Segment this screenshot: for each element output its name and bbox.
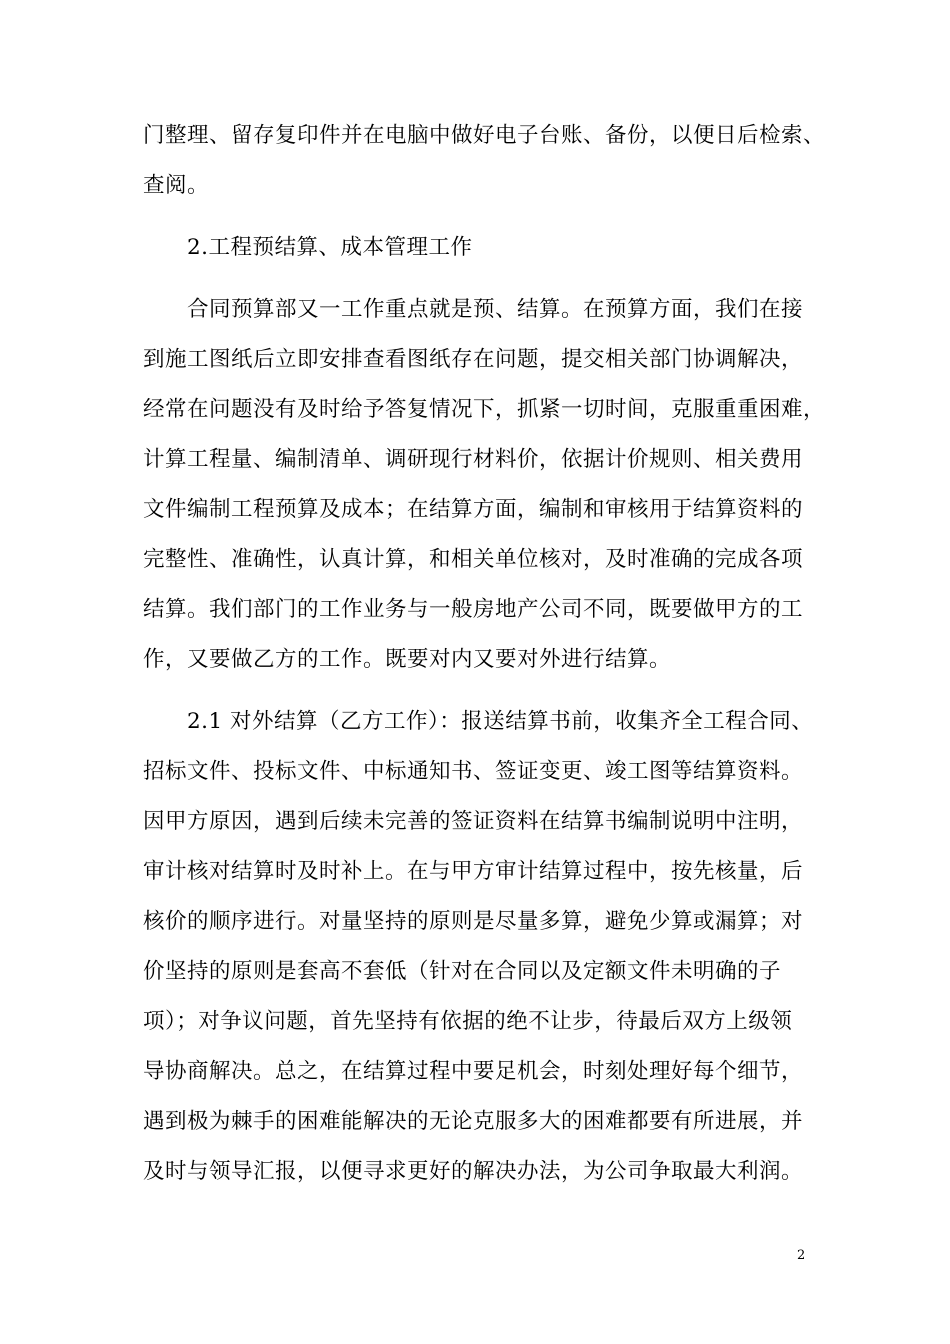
text-line: 核价的顺序进行。对量坚持的原则是尽量多算，避免少算或漏算；对 [143,909,804,934]
text-line: 审计核对结算时及时补上。在与甲方审计结算过程中，按先核量，后 [143,859,804,884]
text-line: 因甲方原因，遇到后续未完善的签证资料在结算书编制说明中注明， [143,809,804,834]
section-heading: 2.工程预结算、成本管理工作 [187,235,473,260]
text-line: 2.1 对外结算（乙方工作）：报送结算书前，收集齐全工程合同、 [187,709,814,734]
text-line: 项）；对争议问题，首先坚持有依据的绝不让步，待最后双方上级领 [143,1009,793,1034]
text-line: 及时与领导汇报，以便寻求更好的解决办法，为公司争取最大利润。 [143,1159,804,1184]
text-line: 招标文件、投标文件、中标通知书、签证变更、竣工图等结算资料。 [143,759,804,784]
text-line: 到施工图纸后立即安排查看图纸存在问题，提交相关部门协调解决， [143,347,804,372]
page-number: 2 [797,1248,806,1263]
text-line: 完整性、准确性，认真计算，和相关单位核对，及时准确的完成各项 [143,547,804,572]
text-line: 作，又要做乙方的工作。既要对内又要对外进行结算。 [143,647,672,672]
text-line: 价坚持的原则是套高不套低（针对在合同以及定额文件未明确的子 [143,959,782,984]
text-line: 查阅。 [143,173,210,198]
text-line: 合同预算部又一工作重点就是预、结算。在预算方面，我们在接 [187,297,804,322]
text-line: 门整理、留存复印件并在电脑中做好电子台账、备份，以便日后检索、 [143,123,826,148]
text-line: 文件编制工程预算及成本；在结算方面，编制和审核用于结算资料的 [143,497,804,522]
text-line: 经常在问题没有及时给予答复情况下，抓紧一切时间，克服重重困难， [143,397,826,422]
text-line: 计算工程量、编制清单、调研现行材料价，依据计价规则、相关费用 [143,447,804,472]
text-line: 遇到极为棘手的困难能解决的无论克服多大的困难都要有所进展，并 [143,1109,804,1134]
text-line: 导协商解决。总之，在结算过程中要足机会，时刻处理好每个细节， [143,1059,804,1084]
text-line: 结算。我们部门的工作业务与一般房地产公司不同，既要做甲方的工 [143,597,804,622]
